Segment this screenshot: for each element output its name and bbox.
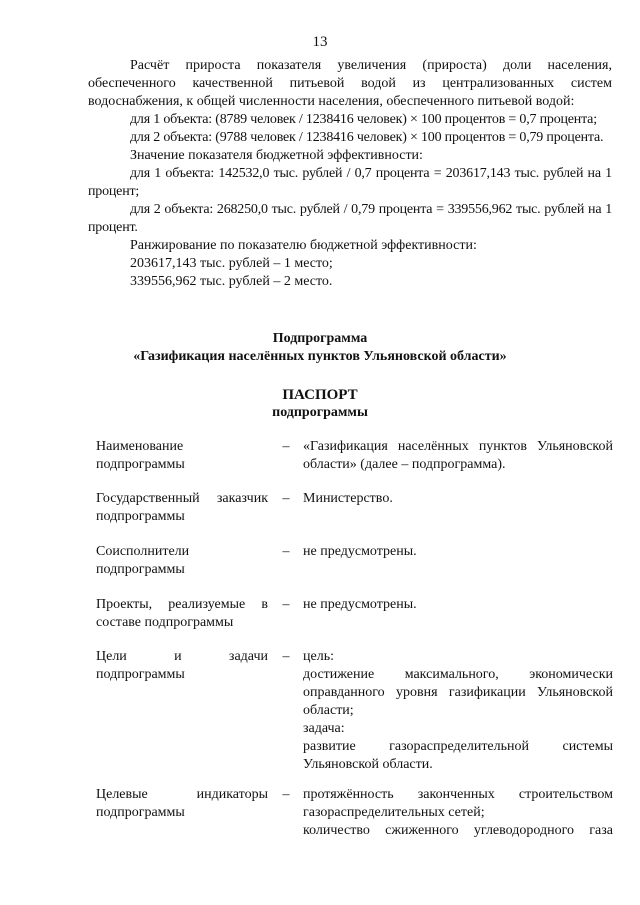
calc-object2-efficiency: для 2 объекта: 268250,0 тыс. рублей / 0,79 процента = 339556,962 тыс. рублей на 1 процент. xyxy=(88,202,612,235)
ranking-second: 339556,962 тыс. рублей – 2 место. xyxy=(130,274,333,289)
row-dash: – xyxy=(282,787,290,802)
passport-title: ПАСПОРТ xyxy=(282,387,358,403)
ranking-first: 203617,143 тыс. рублей – 1 место; xyxy=(130,256,333,271)
row-label: Проекты, реализуемые в составе подпрограммы xyxy=(96,597,268,630)
row-value xyxy=(303,596,613,614)
row-value-line: развитие газораспределительной системы Ульяновской области. xyxy=(303,739,613,772)
row-value xyxy=(303,490,613,508)
calc-object1-share: для 1 объекта: (8789 человек / 1238416 человек) × 100 процентов = 0,7 процента; xyxy=(130,112,597,127)
row-value xyxy=(303,438,613,474)
row-value-line: «Газификация населённых пунктов Ульяновской области» (далее – подпрограмма). xyxy=(303,439,613,472)
calculation-block xyxy=(88,57,612,291)
subprogram-label: Подпрограмма xyxy=(272,331,368,346)
row-value-line: достижение максимального, экономически оправданного уровня газификации Ульяновской области; xyxy=(303,667,613,718)
row-label: Государственный заказчик подпрограммы xyxy=(96,491,268,524)
row-dash: – xyxy=(282,544,290,559)
row-label: Цели и задачи подпрограммы xyxy=(96,649,268,682)
efficiency-title: Значение показателя бюджетной эффективности: xyxy=(130,148,423,163)
calc-object2-share: для 2 объекта: (9788 человек / 1238416 человек) × 100 процентов = 0,79 процента. xyxy=(130,130,604,145)
subprogram-heading xyxy=(0,330,640,366)
row-value-line: задача: xyxy=(303,721,345,736)
row-value-line: Министерство. xyxy=(303,491,393,506)
passport-subtitle: подпрограммы xyxy=(272,405,368,420)
row-value-line: количество сжиженного углеводородного газа xyxy=(303,823,613,838)
row-label: Наименование подпрограммы xyxy=(96,439,185,472)
calc-object1-efficiency: для 1 объекта: 142532,0 тыс. рублей / 0,7 процента = 203617,143 тыс. рублей на 1 процент; xyxy=(88,166,612,199)
row-dash: – xyxy=(282,649,290,664)
row-dash: – xyxy=(282,491,290,506)
row-label: Целевые индикаторы подпрограммы xyxy=(96,787,268,820)
row-value xyxy=(303,786,613,840)
subprogram-name: «Газификация населённых пунктов Ульяновской области» xyxy=(133,349,507,364)
row-label: Соисполнители подпрограммы xyxy=(96,544,190,577)
ranking-title: Ранжирование по показателю бюджетной эффективности: xyxy=(130,238,477,253)
row-dash: – xyxy=(282,597,290,612)
row-value-line: не предусмотрены. xyxy=(303,544,417,559)
calc-intro: Расчёт прироста показателя увеличения (прироста) доли населения, обеспеченного качественной питьевой водой из централизованных систем водоснабжения, к общей численности населения, обеспеченного питьевой водой: xyxy=(88,58,612,109)
row-value xyxy=(303,648,613,774)
row-value xyxy=(303,543,613,561)
row-dash: – xyxy=(282,439,290,454)
row-value-line: цель: xyxy=(303,649,334,664)
row-value-line: протяжённость законченных строительством газораспределительных сетей; xyxy=(303,787,613,820)
row-value-line: не предусмотрены. xyxy=(303,597,417,612)
page-number: 13 xyxy=(312,34,328,50)
